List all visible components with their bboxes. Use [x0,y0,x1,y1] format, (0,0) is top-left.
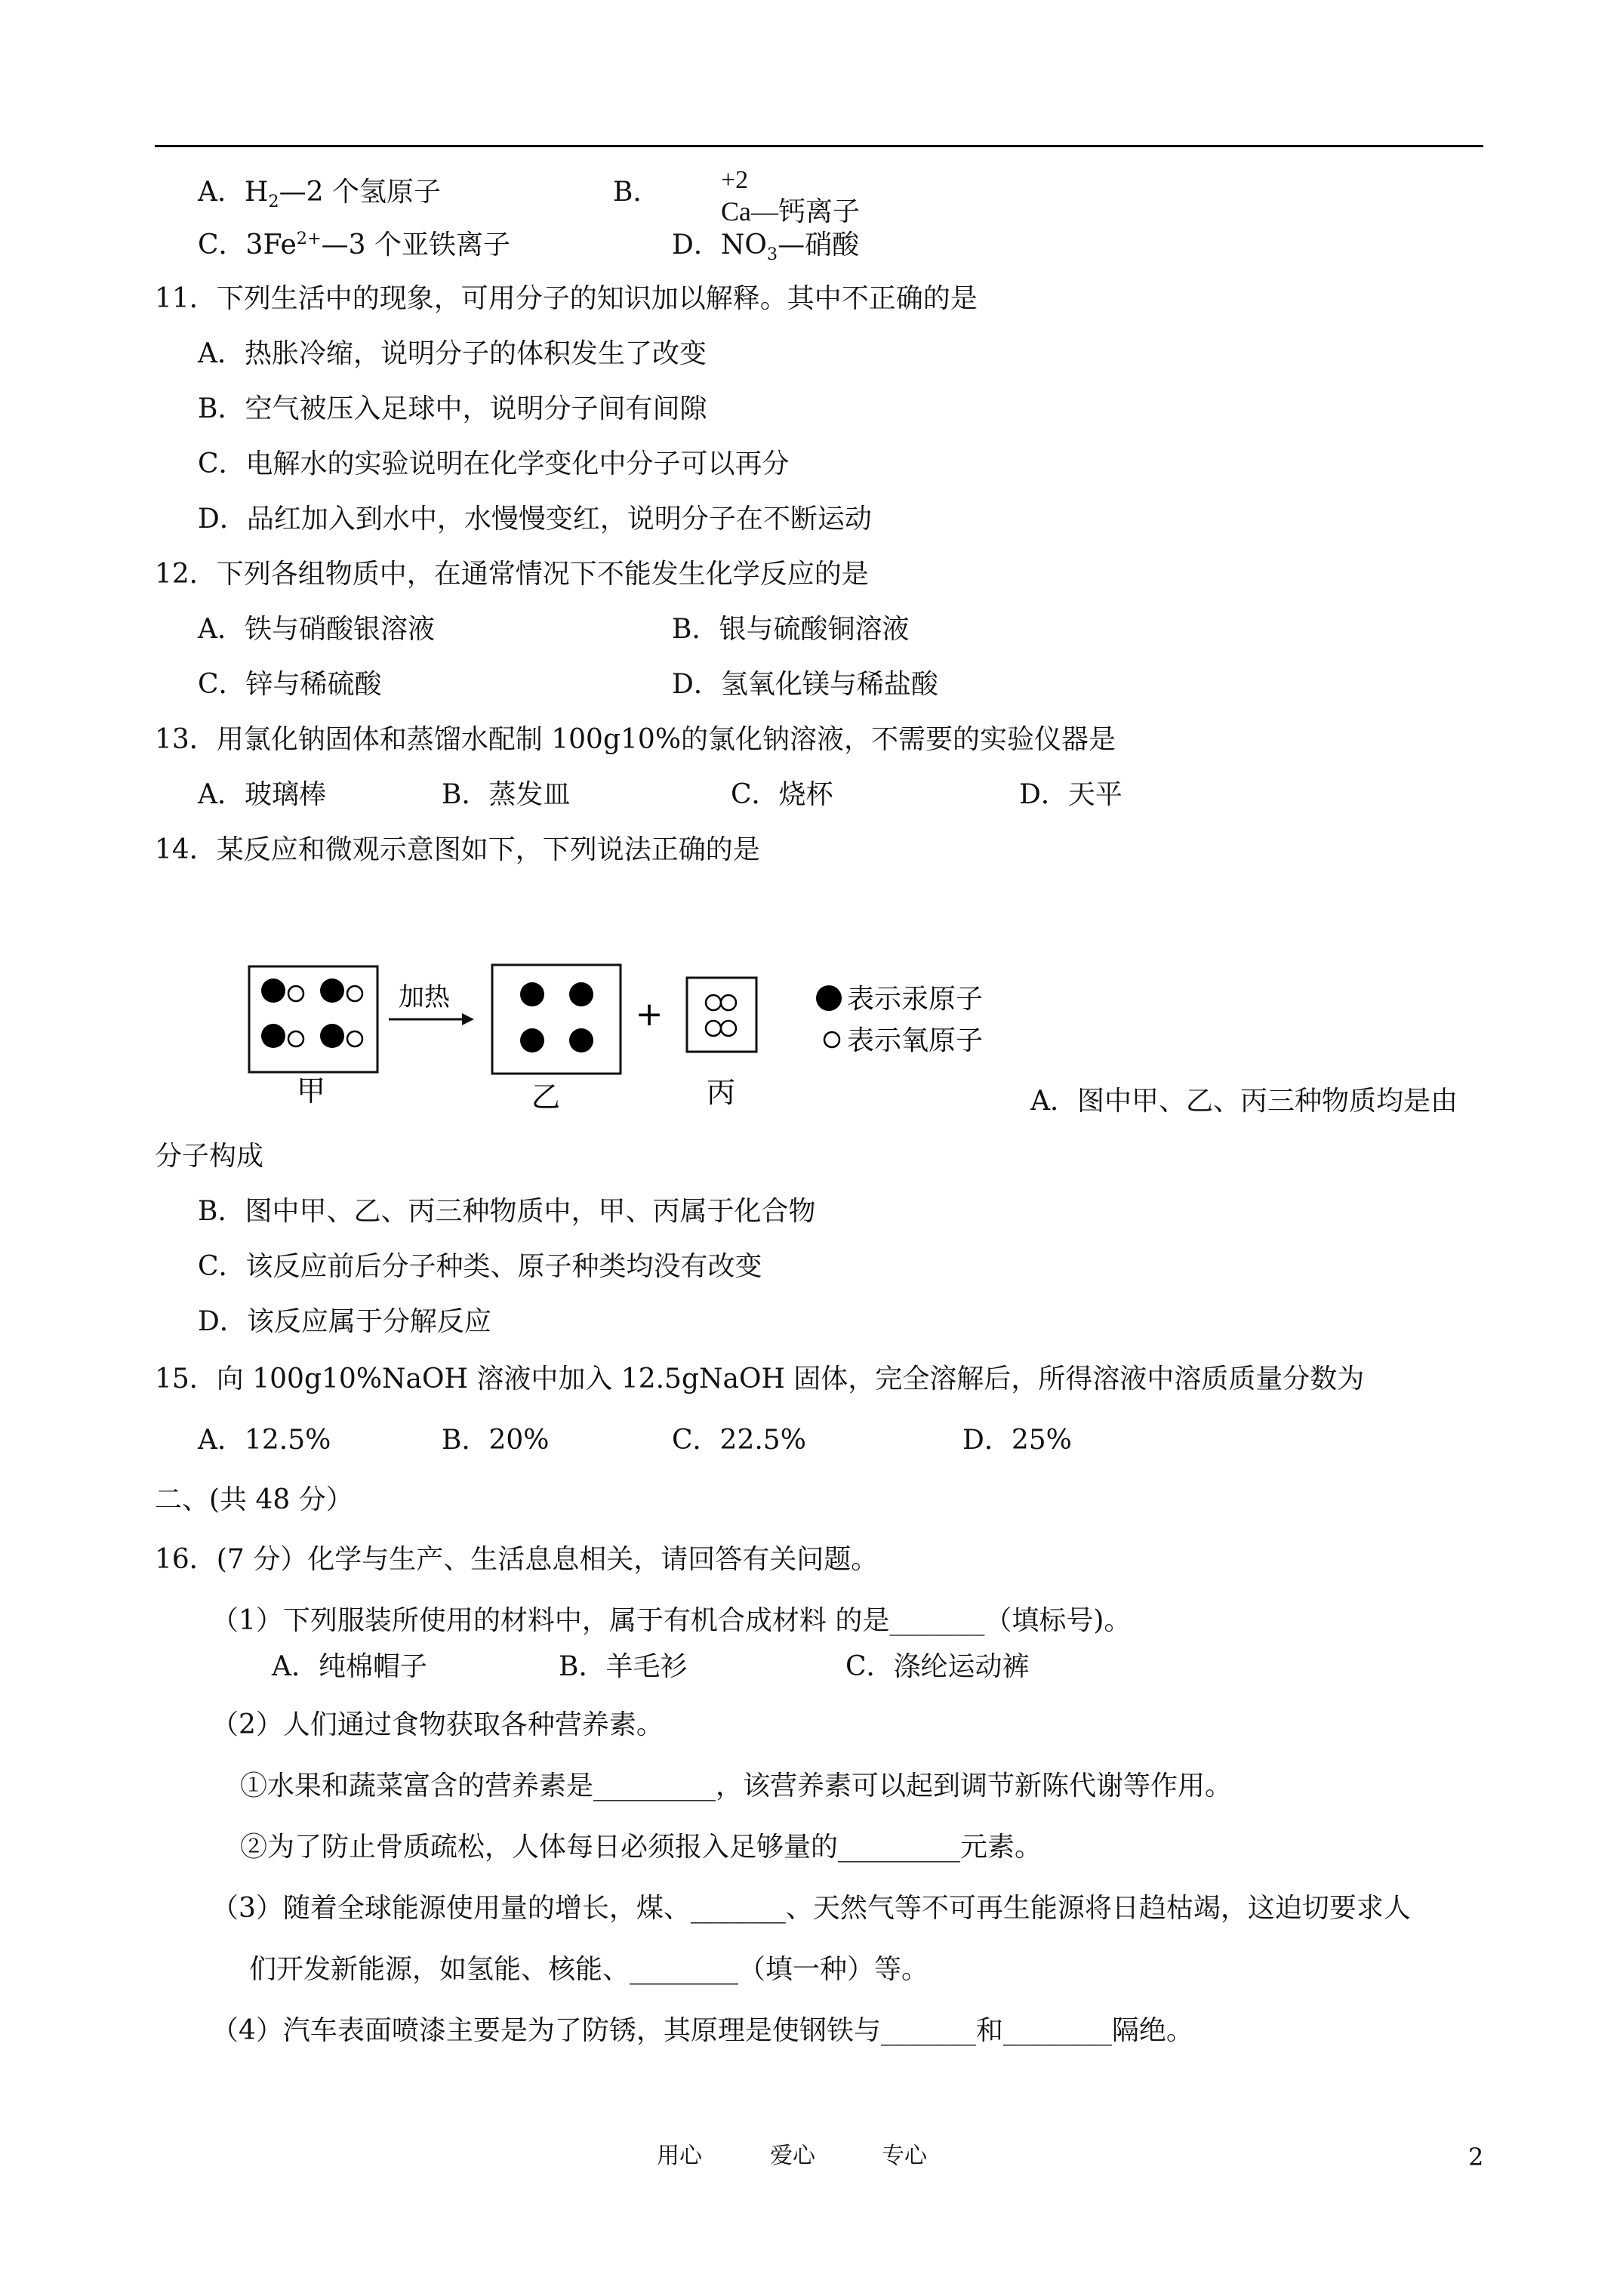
q16-part3-line2: 们开发新能源，如氢能、核能、________（填一种）等。 [249,1954,929,1985]
plus-sign: + [635,995,664,1034]
q15-option-a: A．12.5% [198,1425,331,1456]
q16-part4: （4）汽车表面喷漆主要是为了防锈，其原理是使钢铁与_______和________隔绝。 [211,2015,1193,2046]
q13-option-b: B．蒸发皿 [442,779,571,810]
q16-part1-option-c: C．涤纶运动裤 [845,1651,1030,1682]
q14-option-a-line2: 分子构成 [155,1141,264,1172]
q15-option-b: B．20% [442,1425,550,1456]
label-jia: 甲 [296,1074,326,1108]
footer-middle: 爱心 [770,2143,815,2169]
o2-molecules [706,995,736,1036]
q11-option-c: C．电解水的实验说明在化学变化中分子可以再分 [198,448,790,479]
q12-stem: 12．下列各组物质中，在通常情况下不能发生化学反应的是 [155,559,869,590]
arrow-label: 加热 [399,982,450,1012]
page-number: 2 [1468,2143,1484,2171]
legend-o: 表示氧原子 [847,1025,984,1056]
q11-option-b: B．空气被压入足球中，说明分子间有间隙 [198,393,707,424]
q10-option-d: D．$NO_3—$硝酸 [672,230,860,265]
legend-hg: 表示汞原子 [847,984,984,1015]
footer-right: 专心 [882,2143,927,2169]
legend-o-dot [824,1032,839,1047]
q12-option-d: D．氢氧化镁与稀盐酸 [672,669,938,700]
q10-option-a: A．$H_2—2$ 个氢原子 [198,177,441,212]
q10-option-b-label: B． [613,177,661,208]
box-bing [687,978,756,1052]
q14-option-b: B．图中甲、乙、丙三种物质中，甲、丙属于化合物 [198,1196,816,1227]
q15-option-d: D．25% [962,1425,1072,1456]
q16-part2-item2: ②为了防止骨质疏松，人体每日必须报入足够量的_________元素。 [240,1832,1042,1863]
q13-option-d: D．天平 [1019,779,1123,810]
q16-part1: （1）下列服装所使用的材料中，属于有机合成材料 的是_______（填标号)。 [211,1605,1132,1636]
hgo-molecules [261,978,362,1048]
section-2-heading: 二、(共 48 分） [155,1484,353,1515]
q16-part1-option-a: A．纯棉帽子 [272,1651,427,1682]
q16-part3-line1: （3）随着全球能源使用量的增长，煤、_______、天然气等不可再生能源将日趋枯竭，这迫切要求人 [211,1893,1411,1924]
q16-part2: （2）人们通过食物获取各种营养素。 [211,1709,664,1740]
q14-option-c: C．该反应前后分子种类、原子种类均没有改变 [198,1251,762,1282]
q14-option-d: D．该反应属于分解反应 [198,1306,491,1337]
q12-option-a: A．铁与硝酸银溶液 [198,614,435,645]
footer-left: 用心 [657,2143,702,2169]
q10-option-b: Ca—钙离子 [721,196,860,227]
q13-option-c: C．烧杯 [731,779,833,810]
q13-option-a: A．玻璃棒 [198,779,326,810]
q11-stem: 11．下列生活中的现象，可用分子的知识加以解释。其中不正确的是 [155,283,978,314]
q16-part1-option-b: B．羊毛衫 [559,1651,688,1682]
legend-hg-dot [816,985,842,1011]
q11-option-a: A．热胀冷缩，说明分子的体积发生了改变 [198,338,707,369]
hg-atoms [520,982,593,1052]
label-yi: 乙 [531,1080,561,1114]
q12-option-b: B．银与硫酸铜溶液 [672,614,910,645]
arrow-head [462,1013,474,1025]
q14-stem: 14．某反应和微观示意图如下，下列说法正确的是 [155,834,760,865]
q13-stem: 13．用氯化钠固体和蒸馏水配制 100g10%的氯化钠溶液，不需要的实验仪器是 [155,724,1116,755]
label-bing: 丙 [706,1076,736,1109]
q15-option-c: C．22.5% [672,1425,806,1456]
q12-option-c: C．锌与稀硫酸 [198,669,382,700]
q14-option-a-line1: A．图中甲、乙、丙三种物质均是由 [1030,1086,1458,1117]
box-yi [492,965,621,1074]
q15-stem: 15．向 100g10%NaOH 溶液中加入 12.5gNaOH 固体，完全溶解后，所得溶液中溶质质量分数为 [155,1364,1365,1395]
q16-stem: 16．(7 分）化学与生产、生活息息相关，请回答有关问题。 [155,1544,879,1575]
q16-part2-item1: ①水果和蔬菜富含的营养素是_________，该营养素可以起到调节新陈代谢等作用。 [240,1771,1233,1801]
q11-option-d: D．品红加入到水中，水慢慢变红，说明分子在不断运动 [198,504,872,535]
q10-option-c: C．$3Fe^{2+}—3$ 个亚铁离子 [198,229,511,260]
q10-option-b-charge: +2 [721,166,749,194]
